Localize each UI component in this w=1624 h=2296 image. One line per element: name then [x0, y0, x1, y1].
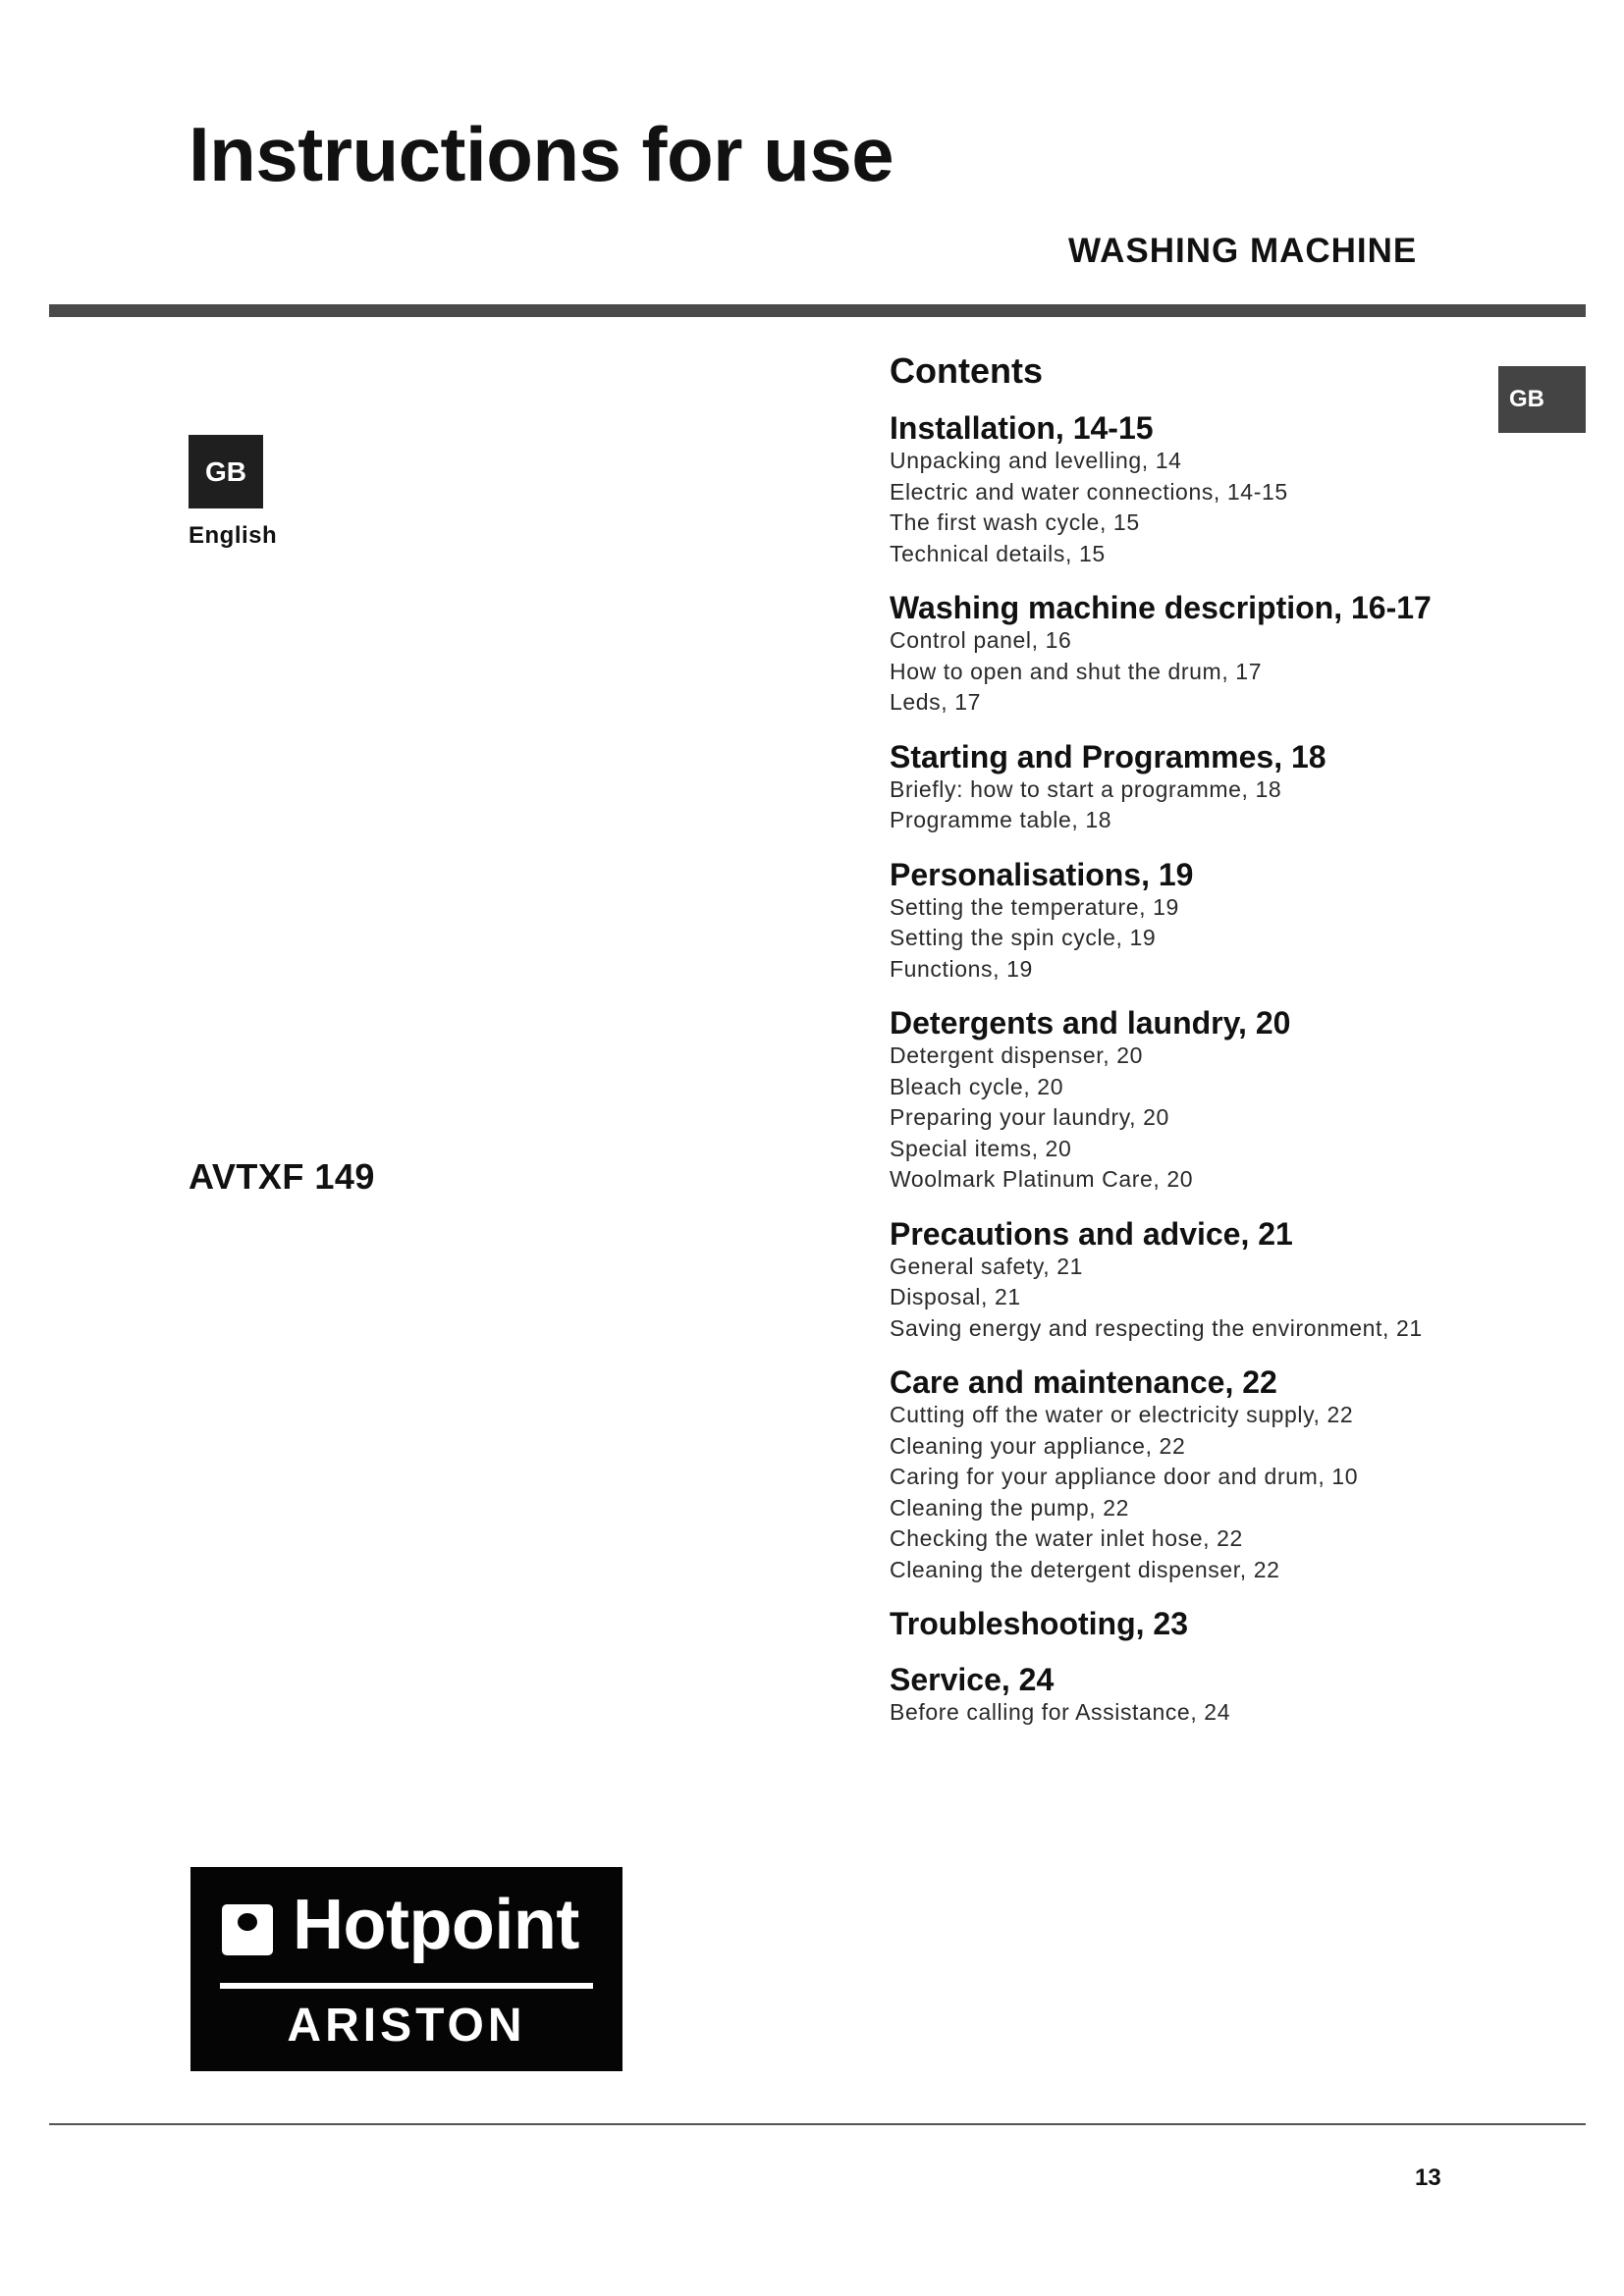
contents-item: Caring for your appliance door and drum, 10: [890, 1464, 1359, 1489]
contents-item: Leds, 17: [890, 689, 982, 715]
contents-item: Technical details, 15: [890, 540, 1106, 566]
contents-section-title: Precautions and advice, 21: [890, 1215, 1293, 1252]
contents-section: [890, 739, 1557, 836]
contents-item: Setting the spin cycle, 19: [890, 925, 1157, 950]
contents-item: Preparing your laundry, 20: [890, 1104, 1169, 1130]
contents-item: Checking the water inlet hose, 22: [890, 1525, 1243, 1551]
contents-item: Setting the temperature, 19: [890, 893, 1179, 920]
contents-section-title: Troubleshooting, 23: [890, 1606, 1189, 1641]
model-number: AVTXF 149: [189, 1156, 375, 1197]
contents-section-title: Washing machine description, 16-17: [890, 590, 1432, 625]
logo-brand-text: Hotpoint: [293, 1886, 579, 1964]
footer-divider: [49, 2123, 1586, 2125]
contents-item: Functions, 19: [890, 955, 1033, 982]
contents-section: [890, 1005, 1557, 1196]
language-label: English: [189, 522, 278, 549]
contents-section-title: Care and maintenance, 22: [890, 1364, 1277, 1400]
contents-section: [890, 1662, 1557, 1729]
contents-section: [890, 1606, 1557, 1641]
hotpoint-ariston-logo: [190, 1867, 623, 2071]
contents-item: Saving energy and respecting the environment, 21: [890, 1314, 1423, 1341]
logo-divider: [220, 1983, 593, 1989]
contents-section: [890, 1216, 1557, 1345]
contents-item: Control panel, 16: [890, 627, 1072, 653]
contents-item: Cleaning the detergent dispenser, 22: [890, 1556, 1280, 1582]
contents-item: Bleach cycle, 20: [890, 1073, 1064, 1099]
logo-mark-icon: [222, 1904, 273, 1955]
contents-section-title: Starting and Programmes, 18: [890, 738, 1326, 774]
side-language-tab: GB: [1498, 366, 1586, 433]
contents-section: [890, 410, 1557, 569]
contents-item: Cutting off the water or electricity supply, 22: [890, 1402, 1354, 1427]
document-subtitle: WASHING MACHINE: [1068, 232, 1418, 270]
contents-section-title: Service, 24: [890, 1662, 1055, 1697]
page-title: Instructions for use: [189, 111, 894, 197]
contents-section: [890, 857, 1557, 986]
contents-item: Electric and water connections, 14-15: [890, 478, 1288, 505]
contents-item: Disposal, 21: [890, 1284, 1021, 1309]
contents-section-title: Detergents and laundry, 20: [890, 1005, 1291, 1041]
header-divider: [49, 304, 1586, 317]
contents-section: [890, 1364, 1557, 1585]
contents-item: Before calling for Assistance, 24: [890, 1699, 1231, 1725]
contents-item: Special items, 20: [890, 1135, 1072, 1161]
contents-item: Detergent dispenser, 20: [890, 1042, 1144, 1068]
logo-sub-text: ARISTON: [287, 2000, 526, 2052]
contents-item: Briefly: how to start a programme, 18: [890, 775, 1282, 802]
table-of-contents: [890, 350, 1557, 1749]
language-badge: GB: [189, 435, 263, 508]
contents-item: Cleaning the pump, 22: [890, 1494, 1130, 1521]
contents-heading: Contents: [890, 350, 1043, 391]
contents-item: General safety, 21: [890, 1253, 1084, 1279]
contents-item: How to open and shut the drum, 17: [890, 658, 1263, 684]
contents-sections: [890, 410, 1557, 1729]
contents-item: Cleaning your appliance, 22: [890, 1432, 1186, 1459]
page-number: 13: [1415, 2164, 1441, 2191]
contents-item: The first wash cycle, 15: [890, 509, 1140, 535]
contents-item: Unpacking and levelling, 14: [890, 448, 1182, 473]
contents-section-title: Installation, 14-15: [890, 410, 1154, 446]
contents-item: Woolmark Platinum Care, 20: [890, 1166, 1194, 1192]
contents-section-title: Personalisations, 19: [890, 856, 1194, 892]
contents-item: Programme table, 18: [890, 807, 1112, 832]
contents-section: [890, 590, 1557, 719]
